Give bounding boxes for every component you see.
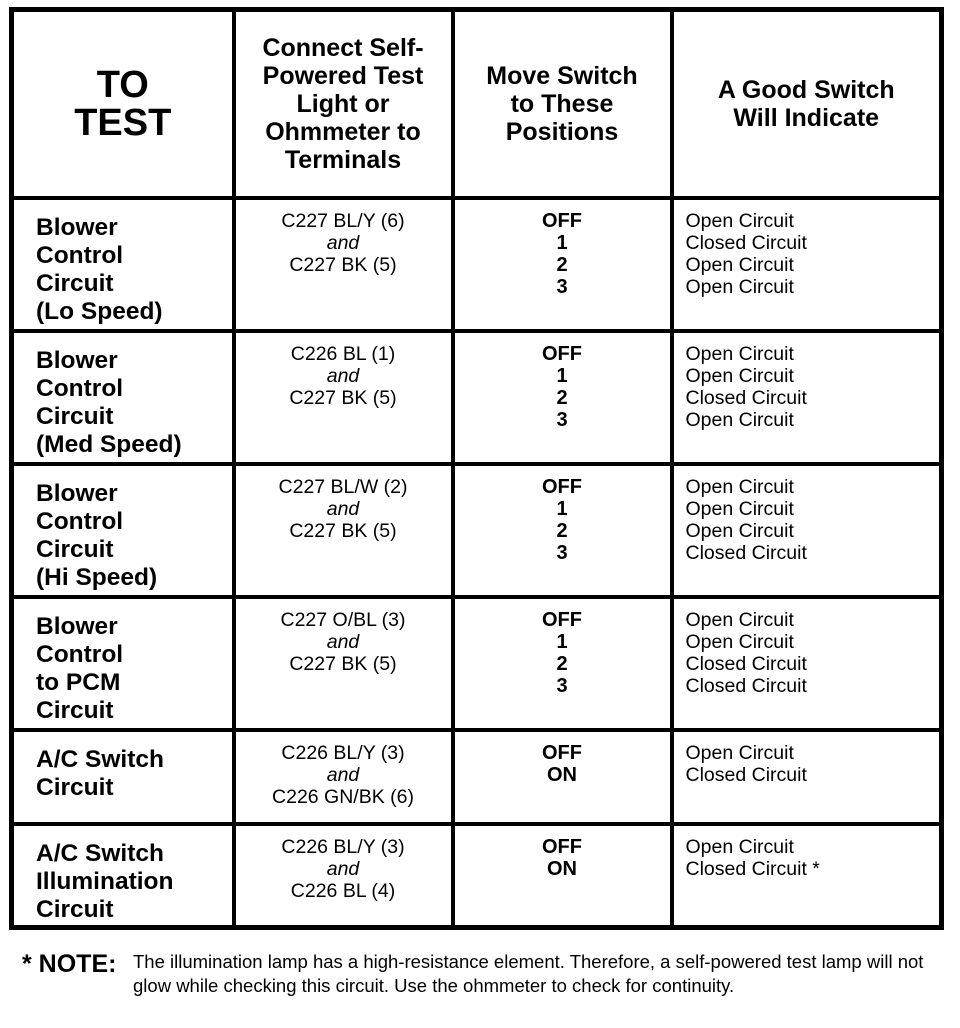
header-switch-positions [453, 10, 672, 198]
test-line: Blower [36, 213, 118, 241]
terminal-and: and [326, 857, 360, 880]
position-line: 3 [556, 408, 568, 431]
positions-cell [453, 464, 672, 597]
position-line: 1 [556, 497, 568, 520]
terminals-cell [234, 198, 453, 331]
header-connect-terminals [234, 10, 453, 198]
terminals-cell [234, 730, 453, 824]
terminals-cell [234, 597, 453, 730]
test-cell [12, 198, 234, 331]
position-line: 2 [556, 386, 568, 409]
indicate-line: Closed Circuit [685, 231, 807, 254]
terminal-line: C226 BL/Y (3) [281, 741, 405, 764]
header-good-switch [672, 10, 942, 198]
header-text: Move Switch [486, 61, 638, 90]
indicate-line: Open Circuit [685, 741, 794, 764]
test-line: A/C Switch [36, 745, 164, 773]
indicate-line: Open Circuit [685, 608, 794, 631]
test-line: Blower [36, 612, 118, 640]
terminal-line: C227 BK (5) [289, 652, 397, 675]
test-line: Circuit [36, 895, 114, 923]
position-line: 2 [556, 519, 568, 542]
indicate-line: Closed Circuit [685, 386, 807, 409]
indicate-line: Open Circuit [685, 253, 794, 276]
indicate-cell [672, 464, 942, 597]
position-line: OFF [542, 608, 582, 631]
indicate-line: Open Circuit [685, 342, 794, 365]
table-row [12, 597, 942, 730]
position-line: OFF [542, 209, 582, 232]
terminal-line: C227 BL/Y (6) [281, 209, 405, 232]
indicate-cell [672, 331, 942, 464]
test-line: Control [36, 374, 124, 402]
terminal-line: C227 BK (5) [289, 253, 397, 276]
test-cell [12, 331, 234, 464]
positions-cell [453, 331, 672, 464]
terminals-cell [234, 464, 453, 597]
positions-cell [453, 597, 672, 730]
indicate-line: Open Circuit [685, 275, 794, 298]
terminal-line: C226 BL (4) [290, 879, 396, 902]
table-row [12, 331, 942, 464]
test-cell [12, 597, 234, 730]
switch-test-table [9, 7, 944, 930]
indicate-line: Open Circuit [685, 835, 794, 858]
indicate-line: Open Circuit [685, 475, 794, 498]
terminal-line: C227 BL/W (2) [278, 475, 408, 498]
positions-cell [453, 824, 672, 928]
position-line: ON [547, 763, 577, 786]
table-row [12, 198, 942, 331]
indicate-line: Open Circuit [685, 519, 794, 542]
position-line: OFF [542, 475, 582, 498]
indicate-line: Closed Circuit [685, 763, 807, 786]
note-text: The illumination lamp has a high-resistance element. Therefore, a self-powered test lamp will not glow while checking this circuit. Use the ohmmeter to check for continuity. [133, 951, 924, 996]
test-cell [12, 464, 234, 597]
position-line: 3 [556, 275, 568, 298]
indicate-line: Closed Circuit [685, 652, 807, 675]
terminal-and: and [326, 630, 360, 653]
test-cell [12, 824, 234, 928]
position-line: 2 [556, 253, 568, 276]
position-line: 3 [556, 674, 568, 697]
indicate-line: Closed Circuit [685, 541, 807, 564]
test-line: Circuit [36, 402, 114, 430]
indicate-line: Closed Circuit [685, 674, 807, 697]
header-text: Positions [505, 117, 619, 146]
terminal-line: C227 BK (5) [289, 386, 397, 409]
test-line: Blower [36, 346, 118, 374]
indicate-line: Open Circuit [685, 364, 794, 387]
terminal-and: and [326, 497, 360, 520]
terminal-and: and [326, 231, 360, 254]
indicate-line: Open Circuit [685, 630, 794, 653]
terminal-line: C226 BL (1) [290, 342, 396, 365]
table-row [12, 730, 942, 824]
test-line: (Hi Speed) [36, 563, 158, 591]
indicate-line: Open Circuit [685, 408, 794, 431]
indicate-cell [672, 730, 942, 824]
indicate-line: Closed Circuit * [685, 857, 820, 880]
table-row [12, 464, 942, 597]
indicate-cell [672, 824, 942, 928]
test-line: Control [36, 241, 124, 269]
terminals-cell [234, 331, 453, 464]
table-row [12, 824, 942, 928]
test-line: Blower [36, 479, 118, 507]
test-line: to PCM [36, 668, 121, 696]
indicate-line: Open Circuit [685, 209, 794, 232]
header-text: Terminals [284, 145, 402, 174]
test-line: Circuit [36, 773, 114, 801]
position-line: OFF [542, 342, 582, 365]
test-line: (Med Speed) [36, 430, 182, 458]
position-line: 3 [556, 541, 568, 564]
terminals-cell [234, 824, 453, 928]
header-text: Powered Test [262, 61, 424, 90]
header-text: Connect Self- [262, 33, 424, 62]
position-line: 1 [556, 231, 568, 254]
test-line: Illumination [36, 867, 174, 895]
header-text: Will Indicate [733, 103, 880, 132]
header-row [12, 10, 942, 198]
test-line: Circuit [36, 535, 114, 563]
position-line: OFF [542, 835, 582, 858]
terminal-and: and [326, 763, 360, 786]
position-line: 1 [556, 630, 568, 653]
terminal-line: C226 BL/Y (3) [281, 835, 405, 858]
test-line: (Lo Speed) [36, 297, 163, 325]
header-to-test [12, 10, 234, 198]
indicate-line: Open Circuit [685, 497, 794, 520]
header-text: TEST [74, 101, 172, 144]
position-line: OFF [542, 741, 582, 764]
test-line: Circuit [36, 269, 114, 297]
header-text: Ohmmeter to [265, 117, 421, 146]
position-line: 2 [556, 652, 568, 675]
position-line: 1 [556, 364, 568, 387]
test-line: A/C Switch [36, 839, 164, 867]
test-line: Control [36, 640, 124, 668]
header-text: TO [96, 63, 149, 106]
test-cell [12, 730, 234, 824]
test-line: Circuit [36, 696, 114, 724]
test-line: Control [36, 507, 124, 535]
positions-cell [453, 198, 672, 331]
indicate-cell [672, 597, 942, 730]
terminal-line: C226 GN/BK (6) [272, 785, 414, 808]
terminal-line: C227 BK (5) [289, 519, 397, 542]
note-label: * NOTE: [22, 950, 117, 978]
terminal-line: C227 O/BL (3) [280, 608, 406, 631]
header-text: Light or [296, 89, 390, 118]
positions-cell [453, 730, 672, 824]
terminal-and: and [326, 364, 360, 387]
header-text: to These [510, 89, 614, 118]
position-line: ON [547, 857, 577, 880]
header-text: A Good Switch [717, 75, 895, 104]
indicate-cell [672, 198, 942, 331]
